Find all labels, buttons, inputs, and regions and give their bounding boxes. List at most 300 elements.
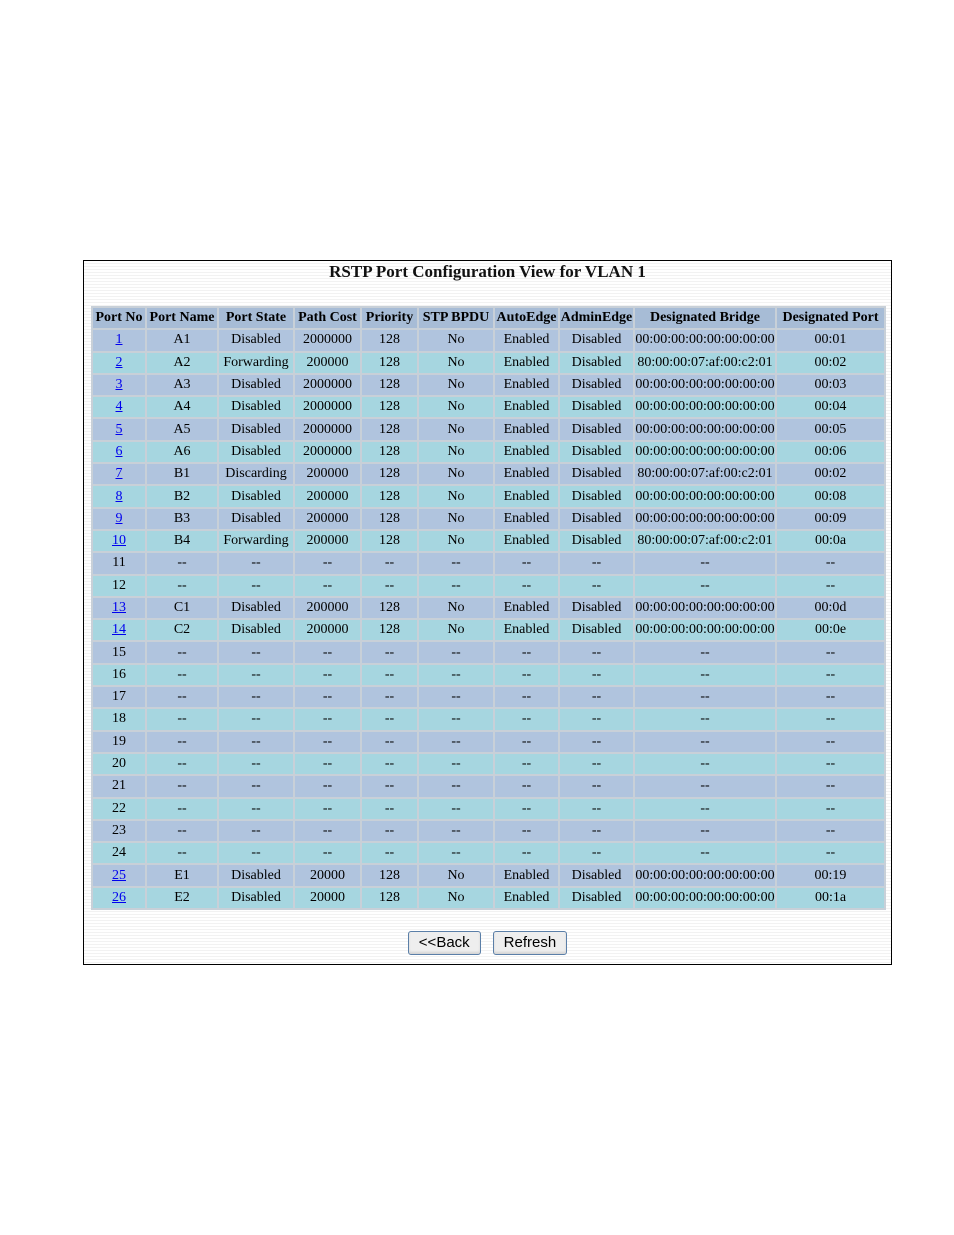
cell-adminedge: Disabled [560,330,633,350]
cell-path-cost: 200000 [295,464,360,484]
cell-adminedge: -- [560,754,633,774]
cell-designated-port: 00:0a [777,531,884,551]
cell-priority: -- [362,687,417,707]
cell-autoedge: Enabled [495,397,558,417]
cell-path-cost: -- [295,799,360,819]
cell-port-name: -- [147,799,217,819]
cell-stp-bpdu: -- [419,709,493,729]
cell-stp-bpdu: No [419,397,493,417]
cell-path-cost: 200000 [295,598,360,618]
cell-port-no: 12 [93,576,145,596]
cell-path-cost: 200000 [295,509,360,529]
cell-adminedge: Disabled [560,464,633,484]
cell-priority: -- [362,821,417,841]
cell-path-cost: 200000 [295,620,360,640]
cell-designated-bridge: 80:00:00:07:af:00:c2:01 [635,353,775,373]
cell-port-state: Disabled [219,330,293,350]
cell-autoedge: -- [495,821,558,841]
cell-designated-bridge: -- [635,821,775,841]
cell-designated-bridge: -- [635,576,775,596]
cell-port-no [93,442,145,462]
cell-autoedge: -- [495,843,558,863]
cell-port-name: A3 [147,375,217,395]
cell-port-name: A1 [147,330,217,350]
cell-autoedge: Enabled [495,464,558,484]
cell-designated-port: 00:1a [777,888,884,908]
cell-stp-bpdu: -- [419,665,493,685]
cell-designated-bridge: -- [635,776,775,796]
cell-port-state: Forwarding [219,353,293,373]
cell-adminedge: Disabled [560,531,633,551]
table-row [93,397,884,417]
table-row [93,442,884,462]
cell-port-name: E2 [147,888,217,908]
cell-port-name: E1 [147,865,217,885]
cell-designated-bridge: 00:00:00:00:00:00:00:00 [635,419,775,439]
cell-port-no [93,531,145,551]
cell-stp-bpdu: -- [419,642,493,662]
column-header-priority: Priority [362,308,417,328]
cell-stp-bpdu: -- [419,821,493,841]
cell-port-no [93,509,145,529]
cell-stp-bpdu: No [419,509,493,529]
cell-priority: -- [362,843,417,863]
cell-designated-bridge: 80:00:00:07:af:00:c2:01 [635,464,775,484]
column-header-stp-bpdu: STP BPDU [419,308,493,328]
cell-designated-bridge: -- [635,665,775,685]
cell-stp-bpdu: No [419,375,493,395]
cell-designated-bridge: 00:00:00:00:00:00:00:00 [635,888,775,908]
table-body [93,330,884,908]
cell-priority: 128 [362,486,417,506]
column-header-port-name: Port Name [147,308,217,328]
cell-port-state: Disabled [219,375,293,395]
table-row [93,732,884,752]
cell-priority: 128 [362,531,417,551]
port-config-table [91,306,886,910]
cell-port-state: -- [219,665,293,685]
cell-designated-bridge: 00:00:00:00:00:00:00:00 [635,598,775,618]
cell-path-cost: 2000000 [295,375,360,395]
cell-designated-bridge: -- [635,553,775,573]
cell-port-state: -- [219,709,293,729]
cell-stp-bpdu: -- [419,687,493,707]
cell-priority: 128 [362,330,417,350]
table-row [93,598,884,618]
cell-autoedge: Enabled [495,375,558,395]
cell-autoedge: -- [495,776,558,796]
cell-port-name: B4 [147,531,217,551]
table-row [93,754,884,774]
cell-stp-bpdu: No [419,620,493,640]
cell-port-name: -- [147,665,217,685]
cell-stp-bpdu: -- [419,732,493,752]
cell-port-name: -- [147,576,217,596]
cell-adminedge: -- [560,576,633,596]
table-row [93,531,884,551]
cell-designated-port: 00:02 [777,353,884,373]
cell-priority: 128 [362,865,417,885]
cell-port-no [93,598,145,618]
column-header-path-cost: Path Cost [295,308,360,328]
cell-port-name: -- [147,821,217,841]
cell-designated-bridge: -- [635,642,775,662]
cell-port-no [93,888,145,908]
cell-autoedge: Enabled [495,598,558,618]
cell-path-cost: 2000000 [295,397,360,417]
cell-autoedge: -- [495,665,558,685]
cell-priority: -- [362,776,417,796]
cell-adminedge: Disabled [560,888,633,908]
table-header-row [93,308,884,328]
cell-path-cost: -- [295,821,360,841]
cell-priority: -- [362,642,417,662]
cell-priority: 128 [362,888,417,908]
cell-autoedge: Enabled [495,330,558,350]
cell-designated-port: -- [777,642,884,662]
cell-adminedge: -- [560,665,633,685]
cell-port-no: 20 [93,754,145,774]
table-row [93,776,884,796]
cell-autoedge: Enabled [495,865,558,885]
table-row [93,843,884,863]
column-header-adminedge: AdminEdge [560,308,633,328]
cell-port-no [93,620,145,640]
cell-port-state: -- [219,799,293,819]
cell-stp-bpdu: No [419,598,493,618]
cell-port-state: -- [219,754,293,774]
cell-designated-bridge: 00:00:00:00:00:00:00:00 [635,509,775,529]
cell-autoedge: Enabled [495,353,558,373]
cell-designated-port: -- [777,709,884,729]
cell-port-no [93,397,145,417]
cell-designated-port: -- [777,799,884,819]
port-link[interactable]: 3 [115,377,123,393]
cell-designated-bridge: 00:00:00:00:00:00:00:00 [635,620,775,640]
cell-port-no [93,375,145,395]
table-row [93,709,884,729]
column-header-designated-bridge: Designated Bridge [635,308,775,328]
cell-port-state: -- [219,576,293,596]
cell-designated-bridge: 00:00:00:00:00:00:00:00 [635,442,775,462]
cell-port-no [93,330,145,350]
cell-adminedge: -- [560,843,633,863]
cell-designated-bridge: -- [635,732,775,752]
table-row [93,553,884,573]
cell-stp-bpdu: No [419,353,493,373]
table-row [93,687,884,707]
cell-autoedge: -- [495,732,558,752]
cell-priority: 128 [362,598,417,618]
cell-port-no: 24 [93,843,145,863]
cell-port-no [93,353,145,373]
cell-port-no: 22 [93,799,145,819]
cell-port-no: 17 [93,687,145,707]
cell-adminedge: -- [560,821,633,841]
port-link[interactable]: 26 [112,889,126,905]
cell-adminedge: Disabled [560,865,633,885]
cell-designated-port: -- [777,553,884,573]
cell-port-name: -- [147,776,217,796]
cell-designated-port: 00:0e [777,620,884,640]
cell-port-name: A6 [147,442,217,462]
cell-autoedge: Enabled [495,531,558,551]
cell-priority: 128 [362,397,417,417]
table-row [93,353,884,373]
cell-autoedge: Enabled [495,509,558,529]
cell-path-cost: 200000 [295,353,360,373]
cell-port-name: B2 [147,486,217,506]
column-header-designated-port: Designated Port [777,308,884,328]
cell-designated-port: 00:01 [777,330,884,350]
cell-stp-bpdu: No [419,330,493,350]
column-header-port-no: Port No [93,308,145,328]
cell-designated-bridge: 00:00:00:00:00:00:00:00 [635,397,775,417]
cell-port-name: -- [147,709,217,729]
cell-stp-bpdu: -- [419,776,493,796]
cell-priority: -- [362,709,417,729]
cell-port-state: -- [219,843,293,863]
cell-stp-bpdu: No [419,419,493,439]
cell-port-state: -- [219,821,293,841]
cell-adminedge: Disabled [560,353,633,373]
cell-stp-bpdu: No [419,531,493,551]
port-link[interactable]: 14 [112,622,126,638]
refresh-button[interactable]: Refresh [493,931,568,955]
table-row [93,464,884,484]
cell-path-cost: 200000 [295,531,360,551]
port-link[interactable]: 25 [112,867,126,883]
cell-priority: -- [362,553,417,573]
table-row [93,620,884,640]
cell-designated-bridge: -- [635,709,775,729]
cell-path-cost: -- [295,553,360,573]
cell-designated-port: 00:06 [777,442,884,462]
cell-port-no: 23 [93,821,145,841]
cell-path-cost: 2000000 [295,330,360,350]
cell-adminedge: Disabled [560,419,633,439]
cell-port-name: B3 [147,509,217,529]
cell-port-state: -- [219,776,293,796]
cell-priority: 128 [362,464,417,484]
cell-designated-port: -- [777,843,884,863]
cell-adminedge: -- [560,553,633,573]
cell-adminedge: -- [560,642,633,662]
cell-autoedge: -- [495,576,558,596]
cell-port-name: -- [147,732,217,752]
cell-stp-bpdu: -- [419,553,493,573]
cell-port-state: -- [219,732,293,752]
cell-port-name: -- [147,843,217,863]
cell-port-state: Disabled [219,620,293,640]
cell-priority: 128 [362,442,417,462]
column-header-autoedge: AutoEdge [495,308,558,328]
port-link[interactable]: 9 [115,510,123,526]
cell-designated-port: 00:04 [777,397,884,417]
cell-path-cost: -- [295,843,360,863]
cell-stp-bpdu: -- [419,754,493,774]
cell-path-cost: 2000000 [295,442,360,462]
cell-designated-port: 00:09 [777,509,884,529]
table-row [93,576,884,596]
table-row [93,888,884,908]
cell-stp-bpdu: No [419,888,493,908]
cell-path-cost: -- [295,687,360,707]
cell-path-cost: -- [295,576,360,596]
cell-adminedge: Disabled [560,509,633,529]
table-row [93,865,884,885]
cell-designated-port: 00:0d [777,598,884,618]
cell-autoedge: -- [495,553,558,573]
cell-designated-port: -- [777,665,884,685]
cell-path-cost: 20000 [295,865,360,885]
cell-adminedge: -- [560,709,633,729]
cell-autoedge: -- [495,799,558,819]
cell-port-state: Disabled [219,865,293,885]
cell-port-no: 18 [93,709,145,729]
cell-port-name: B1 [147,464,217,484]
cell-designated-port: -- [777,821,884,841]
cell-autoedge: Enabled [495,419,558,439]
cell-port-no: 19 [93,732,145,752]
cell-path-cost: 2000000 [295,419,360,439]
cell-designated-port: 00:03 [777,375,884,395]
cell-port-name: -- [147,642,217,662]
cell-port-state: Discarding [219,464,293,484]
cell-autoedge: -- [495,687,558,707]
cell-port-state: -- [219,553,293,573]
cell-stp-bpdu: No [419,442,493,462]
cell-adminedge: -- [560,732,633,752]
table-row [93,821,884,841]
cell-port-state: Disabled [219,509,293,529]
cell-priority: 128 [362,419,417,439]
cell-port-state: Disabled [219,486,293,506]
cell-autoedge: -- [495,642,558,662]
table-row [93,509,884,529]
cell-designated-bridge: 00:00:00:00:00:00:00:00 [635,486,775,506]
port-link[interactable]: 13 [112,600,126,615]
port-link[interactable]: 6 [115,443,123,459]
cell-path-cost: 20000 [295,888,360,908]
port-link[interactable]: 2 [115,354,123,370]
cell-adminedge: -- [560,799,633,819]
cell-path-cost: -- [295,732,360,752]
table-row [93,642,884,662]
cell-designated-bridge: -- [635,687,775,707]
cell-designated-bridge: 00:00:00:00:00:00:00:00 [635,330,775,350]
cell-path-cost: -- [295,754,360,774]
cell-designated-port: 00:08 [777,486,884,506]
cell-autoedge: Enabled [495,486,558,506]
cell-adminedge: Disabled [560,620,633,640]
cell-designated-port: -- [777,776,884,796]
cell-port-no [93,865,145,885]
cell-port-name: A4 [147,397,217,417]
cell-designated-bridge: -- [635,843,775,863]
port-link[interactable]: 7 [115,466,123,482]
cell-designated-port: -- [777,754,884,774]
cell-port-state: -- [219,687,293,707]
cell-priority: -- [362,754,417,774]
port-link[interactable]: 1 [115,332,123,348]
port-link[interactable]: 4 [115,399,123,415]
cell-port-name: A5 [147,419,217,439]
cell-port-no [93,486,145,506]
table-row [93,419,884,439]
port-link[interactable]: 5 [115,421,123,437]
cell-autoedge: -- [495,754,558,774]
cell-designated-bridge: -- [635,799,775,819]
cell-priority: 128 [362,620,417,640]
cell-port-name: -- [147,687,217,707]
cell-stp-bpdu: -- [419,843,493,863]
cell-autoedge: -- [495,709,558,729]
cell-autoedge: Enabled [495,888,558,908]
cell-port-state: Disabled [219,442,293,462]
cell-port-name: -- [147,553,217,573]
cell-port-state: Disabled [219,397,293,417]
cell-priority: -- [362,665,417,685]
cell-port-name: -- [147,754,217,774]
cell-port-name: C1 [147,598,217,618]
cell-designated-bridge: 80:00:00:07:af:00:c2:01 [635,531,775,551]
cell-port-state: Disabled [219,419,293,439]
cell-designated-port: -- [777,576,884,596]
cell-priority: -- [362,576,417,596]
cell-stp-bpdu: -- [419,799,493,819]
cell-priority: -- [362,732,417,752]
port-link[interactable]: 8 [115,488,123,504]
cell-port-no [93,464,145,484]
cell-designated-bridge: 00:00:00:00:00:00:00:00 [635,865,775,885]
cell-adminedge: Disabled [560,397,633,417]
table-row [93,665,884,685]
cell-port-no: 15 [93,642,145,662]
table-row [93,375,884,395]
cell-adminedge: -- [560,776,633,796]
table-row [93,330,884,350]
port-link[interactable]: 10 [112,533,126,549]
cell-priority: 128 [362,509,417,529]
cell-port-name: C2 [147,620,217,640]
cell-port-state: Disabled [219,888,293,908]
back-button[interactable]: <<Back [408,931,481,955]
cell-port-state: Forwarding [219,531,293,551]
cell-autoedge: Enabled [495,620,558,640]
cell-port-state: Disabled [219,598,293,618]
cell-port-state: -- [219,642,293,662]
column-header-port-state: Port State [219,308,293,328]
table-row [93,486,884,506]
cell-adminedge: Disabled [560,598,633,618]
cell-port-no: 16 [93,665,145,685]
cell-stp-bpdu: No [419,486,493,506]
cell-designated-port: 00:02 [777,464,884,484]
button-bar [84,931,891,955]
cell-port-no [93,419,145,439]
cell-stp-bpdu: No [419,464,493,484]
cell-port-no: 11 [93,553,145,573]
cell-adminedge: Disabled [560,486,633,506]
cell-designated-port: -- [777,732,884,752]
cell-priority: 128 [362,375,417,395]
rstp-port-config-panel [83,260,892,965]
cell-adminedge: Disabled [560,375,633,395]
cell-priority: -- [362,799,417,819]
cell-adminedge: -- [560,687,633,707]
cell-designated-port: -- [777,687,884,707]
